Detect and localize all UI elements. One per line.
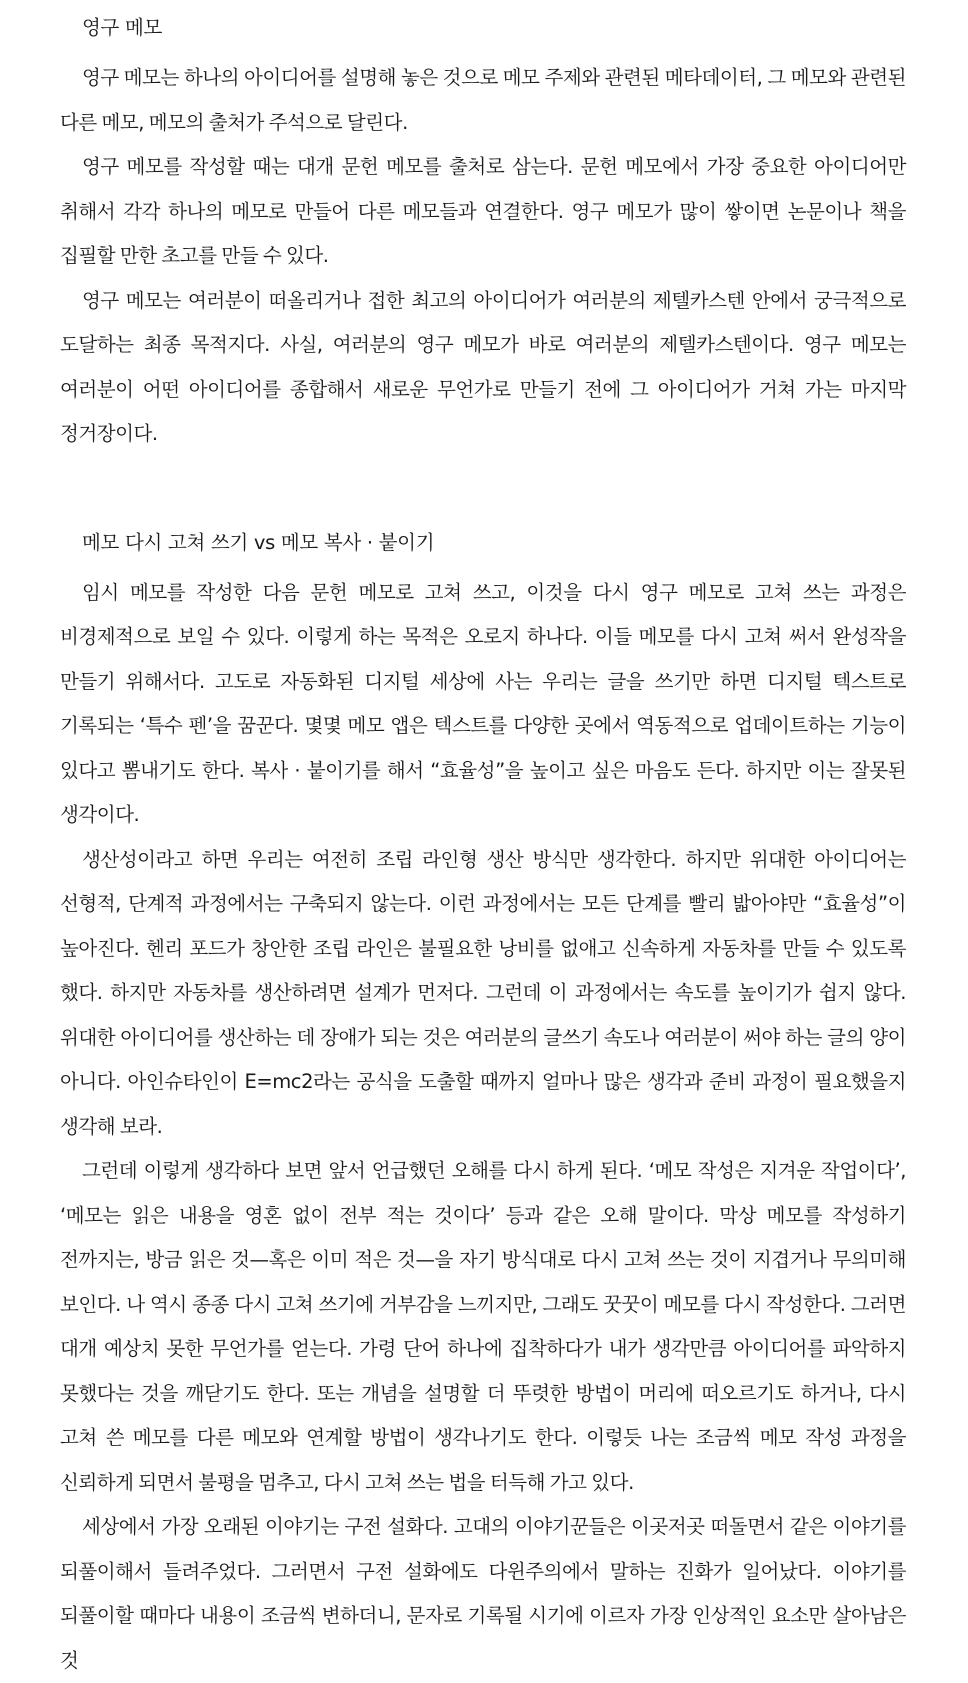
paragraph: 생산성이라고 하면 우리는 여전히 조립 라인형 생산 방식만 생각한다. 하지만 위대한 아이디어는 선형적, 단계적 과정에서는 구축되지 않는다. 이런 과정에서는 모든 단계를 빨리 밟아야만 “효율성”이 높아진다. 헨리 포드가 창안한 조립 라인은 불필요한 낭비를 없애고 신속하게 자동차를 만들 수 있도록 했다. 하지만 자동차를 생산하려면 설계가 먼저다. 그런데 이 과정에서는 속도를 높이기가 쉽지 않다. 위대한 아이디어를 생산하는 데 장애가 되는 것은 여러분의 글쓰기 속도나 여러분이 써야 하는 글의 양이 아니다. 아인슈타인이 E=mc2라는 공식을 도출할 때까지 얼마나 많은 생각과 준비 과정이 필요했을지 생각해 보라. bbox=[60, 838, 906, 1150]
paragraph: 그런데 이렇게 생각하다 보면 앞서 언급했던 오해를 다시 하게 된다. ‘메모 작성은 지겨운 작업이다’, ‘메모는 읽은 내용을 영혼 없이 전부 적는 것이다’ 등과 같은 오해 말이다. 막상 메모를 작성하기 전까지는, 방금 읽은 것—혹은 이미 적은 것—을 자기 방식대로 다시 고쳐 쓰는 것이 지겹거나 무의미해 보인다. 나 역시 종종 다시 고쳐 쓰기에 거부감을 느끼지만, 그래도 꿋꿋이 메모를 다시 작성한다. 그러면 대개 예상치 못한 무언가를 얻는다. 가령 단어 하나에 집착하다가 내가 생각만큼 아이디어를 파악하지 못했다는 것을 깨닫기도 한다. 또는 개념을 설명할 더 뚜렷한 방법이 머리에 떠오르기도 하거나, 다시 고쳐 쓴 메모를 다른 메모와 연계할 방법이 생각나기도 한다. 이렇듯 나는 조금씩 메모 작성 과정을 신뢰하게 되면서 불평을 멈추고, 다시 고쳐 쓰는 법을 터득해 가고 있다. bbox=[60, 1149, 906, 1505]
section-permanent-notes bbox=[60, 0, 906, 457]
section-spacer bbox=[60, 457, 906, 515]
paragraph: 영구 메모를 작성할 때는 대개 문헌 메모를 출처로 삼는다. 문헌 메모에서 가장 중요한 아이디어만 취해서 각각 하나의 메모로 만들어 다른 메모들과 연결한다. 영구 메모가 많이 쌓이면 논문이나 책을 집필할 만한 초고를 만들 수 있다. bbox=[60, 145, 906, 279]
section-heading: 영구 메모 bbox=[60, 0, 906, 56]
document-page bbox=[60, 0, 906, 1683]
section-heading: 메모 다시 고쳐 쓰기 vs 메모 복사 · 붙이기 bbox=[60, 515, 906, 571]
paragraph: 세상에서 가장 오래된 이야기는 구전 설화다. 고대의 이야기꾼들은 이곳저곳 떠돌면서 같은 이야기를 되풀이해서 들려주었다. 그러면서 구전 설화에도 다윈주의에서 말하는 진화가 일어났다. 이야기를 되풀이할 때마다 내용이 조금씩 변하더니, 문자로 기록될 시기에 이르자 가장 인상적인 요소만 살아남은 것 bbox=[60, 1505, 906, 1683]
paragraph: 임시 메모를 작성한 다음 문헌 메모로 고쳐 쓰고, 이것을 다시 영구 메모로 고쳐 쓰는 과정은 비경제적으로 보일 수 있다. 이렇게 하는 목적은 오로지 하나다. 이들 메모를 다시 고쳐 써서 완성작을 만들기 위해서다. 고도로 자동화된 디지털 세상에 사는 우리는 글을 쓰기만 하면 디지털 텍스트로 기록되는 ‘특수 펜’을 꿈꾼다. 몇몇 메모 앱은 텍스트를 다양한 곳에서 역동적으로 업데이트하는 기능이 있다고 뽐내기도 한다. 복사 · 붙이기를 해서 “효율성”을 높이고 싶은 마음도 든다. 하지만 이는 잘못된 생각이다. bbox=[60, 571, 906, 838]
paragraph: 영구 메모는 하나의 아이디어를 설명해 놓은 것으로 메모 주제와 관련된 메타데이터, 그 메모와 관련된 다른 메모, 메모의 출처가 주석으로 달린다. bbox=[60, 56, 906, 145]
section-rewrite-vs-copy bbox=[60, 515, 906, 1683]
paragraph: 영구 메모는 여러분이 떠올리거나 접한 최고의 아이디어가 여러분의 제텔카스텐 안에서 궁극적으로 도달하는 최종 목적지다. 사실, 여러분의 영구 메모가 바로 여러분의 제텔카스텐이다. 영구 메모는 여러분이 어떤 아이디어를 종합해서 새로운 무언가로 만들기 전에 그 아이디어가 거쳐 가는 마지막 정거장이다. bbox=[60, 279, 906, 457]
